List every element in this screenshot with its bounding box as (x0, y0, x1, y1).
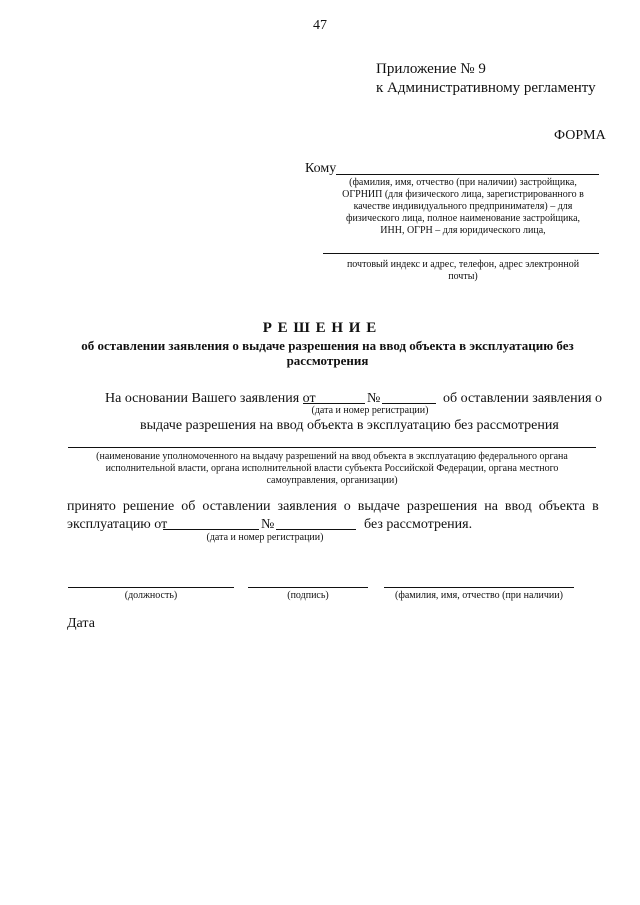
p2-line-1: принято решение об оставлении заявления о выдаче разрешения на ввод объекта в (67, 499, 599, 514)
recipient-address-hint (318, 259, 608, 283)
signature-field[interactable] (248, 587, 368, 588)
recipient-hint (318, 177, 608, 237)
recipient-hint-line: ИНН, ОГРН – для юридического лица, (380, 225, 546, 236)
recipient-hint-line: физического лица, полное наименование застройщика, (345, 213, 581, 224)
recipient-address-field[interactable] (323, 253, 599, 254)
p1-number-sign: № (367, 391, 381, 406)
authority-hint (62, 451, 602, 487)
authority-hint-line: самоуправления, организации) (266, 475, 398, 486)
p2-line-2-start: эксплуатацию от (67, 517, 168, 532)
position-field[interactable] (68, 587, 234, 588)
p1-end: об оставлении заявления о (443, 391, 603, 406)
recipient-address-hint-line: почты) (448, 271, 478, 282)
p1-start: На основании Вашего заявления от (105, 391, 316, 406)
recipient-label: Кому (305, 161, 337, 176)
full-name-field[interactable] (384, 587, 574, 588)
appendix-line-1: Приложение № 9 (376, 61, 486, 77)
p1-date-hint: (дата и номер регистрации) (311, 405, 429, 416)
appendix-header (376, 60, 596, 98)
decision-date-field[interactable] (163, 529, 259, 530)
date-label: Дата (67, 616, 95, 631)
p2-number-sign: № (261, 517, 275, 532)
application-date-field[interactable] (303, 403, 365, 404)
authority-hint-line: исполнительной власти, органа исполнительной власти субъекта Российской Федерации, органа местного (105, 463, 559, 474)
position-hint: (должность) (124, 590, 178, 601)
authority-hint-line: (наименование уполномоченного на выдачу разрешений на ввод объекта в эксплуатацию федерального органа (96, 451, 568, 462)
subtitle-line: об оставлении заявления о выдаче разрешения на ввод объекта в эксплуатацию без (81, 338, 574, 353)
p2-line-2-end: без рассмотрения. (364, 517, 473, 532)
form-label: ФОРМА (554, 128, 606, 143)
recipient-hint-line: ОГРНИП (для физического лица, зарегистрированного в (342, 189, 584, 200)
signature-hint: (подпись) (287, 590, 329, 601)
recipient-name-field[interactable] (336, 174, 599, 175)
page-number: 47 (313, 18, 327, 33)
p1-line-2: выдаче разрешения на ввод объекта в эксплуатацию без рассмотрения (140, 418, 559, 433)
full-name-hint: (фамилия, имя, отчество (при наличии) (395, 590, 563, 601)
recipient-address-hint-line: почтовый индекс и адрес, телефон, адрес электронной (346, 259, 580, 270)
authority-name-field[interactable] (68, 447, 596, 448)
application-number-field[interactable] (382, 403, 436, 404)
document-title: Р Е Ш Е Н И Е (262, 320, 378, 336)
recipient-hint-line: качестве индивидуального предпринимателя) – для (353, 201, 573, 212)
appendix-line-2: к Административному регламенту (376, 80, 596, 96)
p2-date-hint: (дата и номер регистрации) (206, 532, 324, 543)
decision-number-field[interactable] (276, 529, 356, 530)
document-subtitle (40, 338, 615, 368)
subtitle-line: рассмотрения (286, 353, 369, 368)
recipient-hint-line: (фамилия, имя, отчество (при наличии) застройщика, (349, 177, 577, 188)
